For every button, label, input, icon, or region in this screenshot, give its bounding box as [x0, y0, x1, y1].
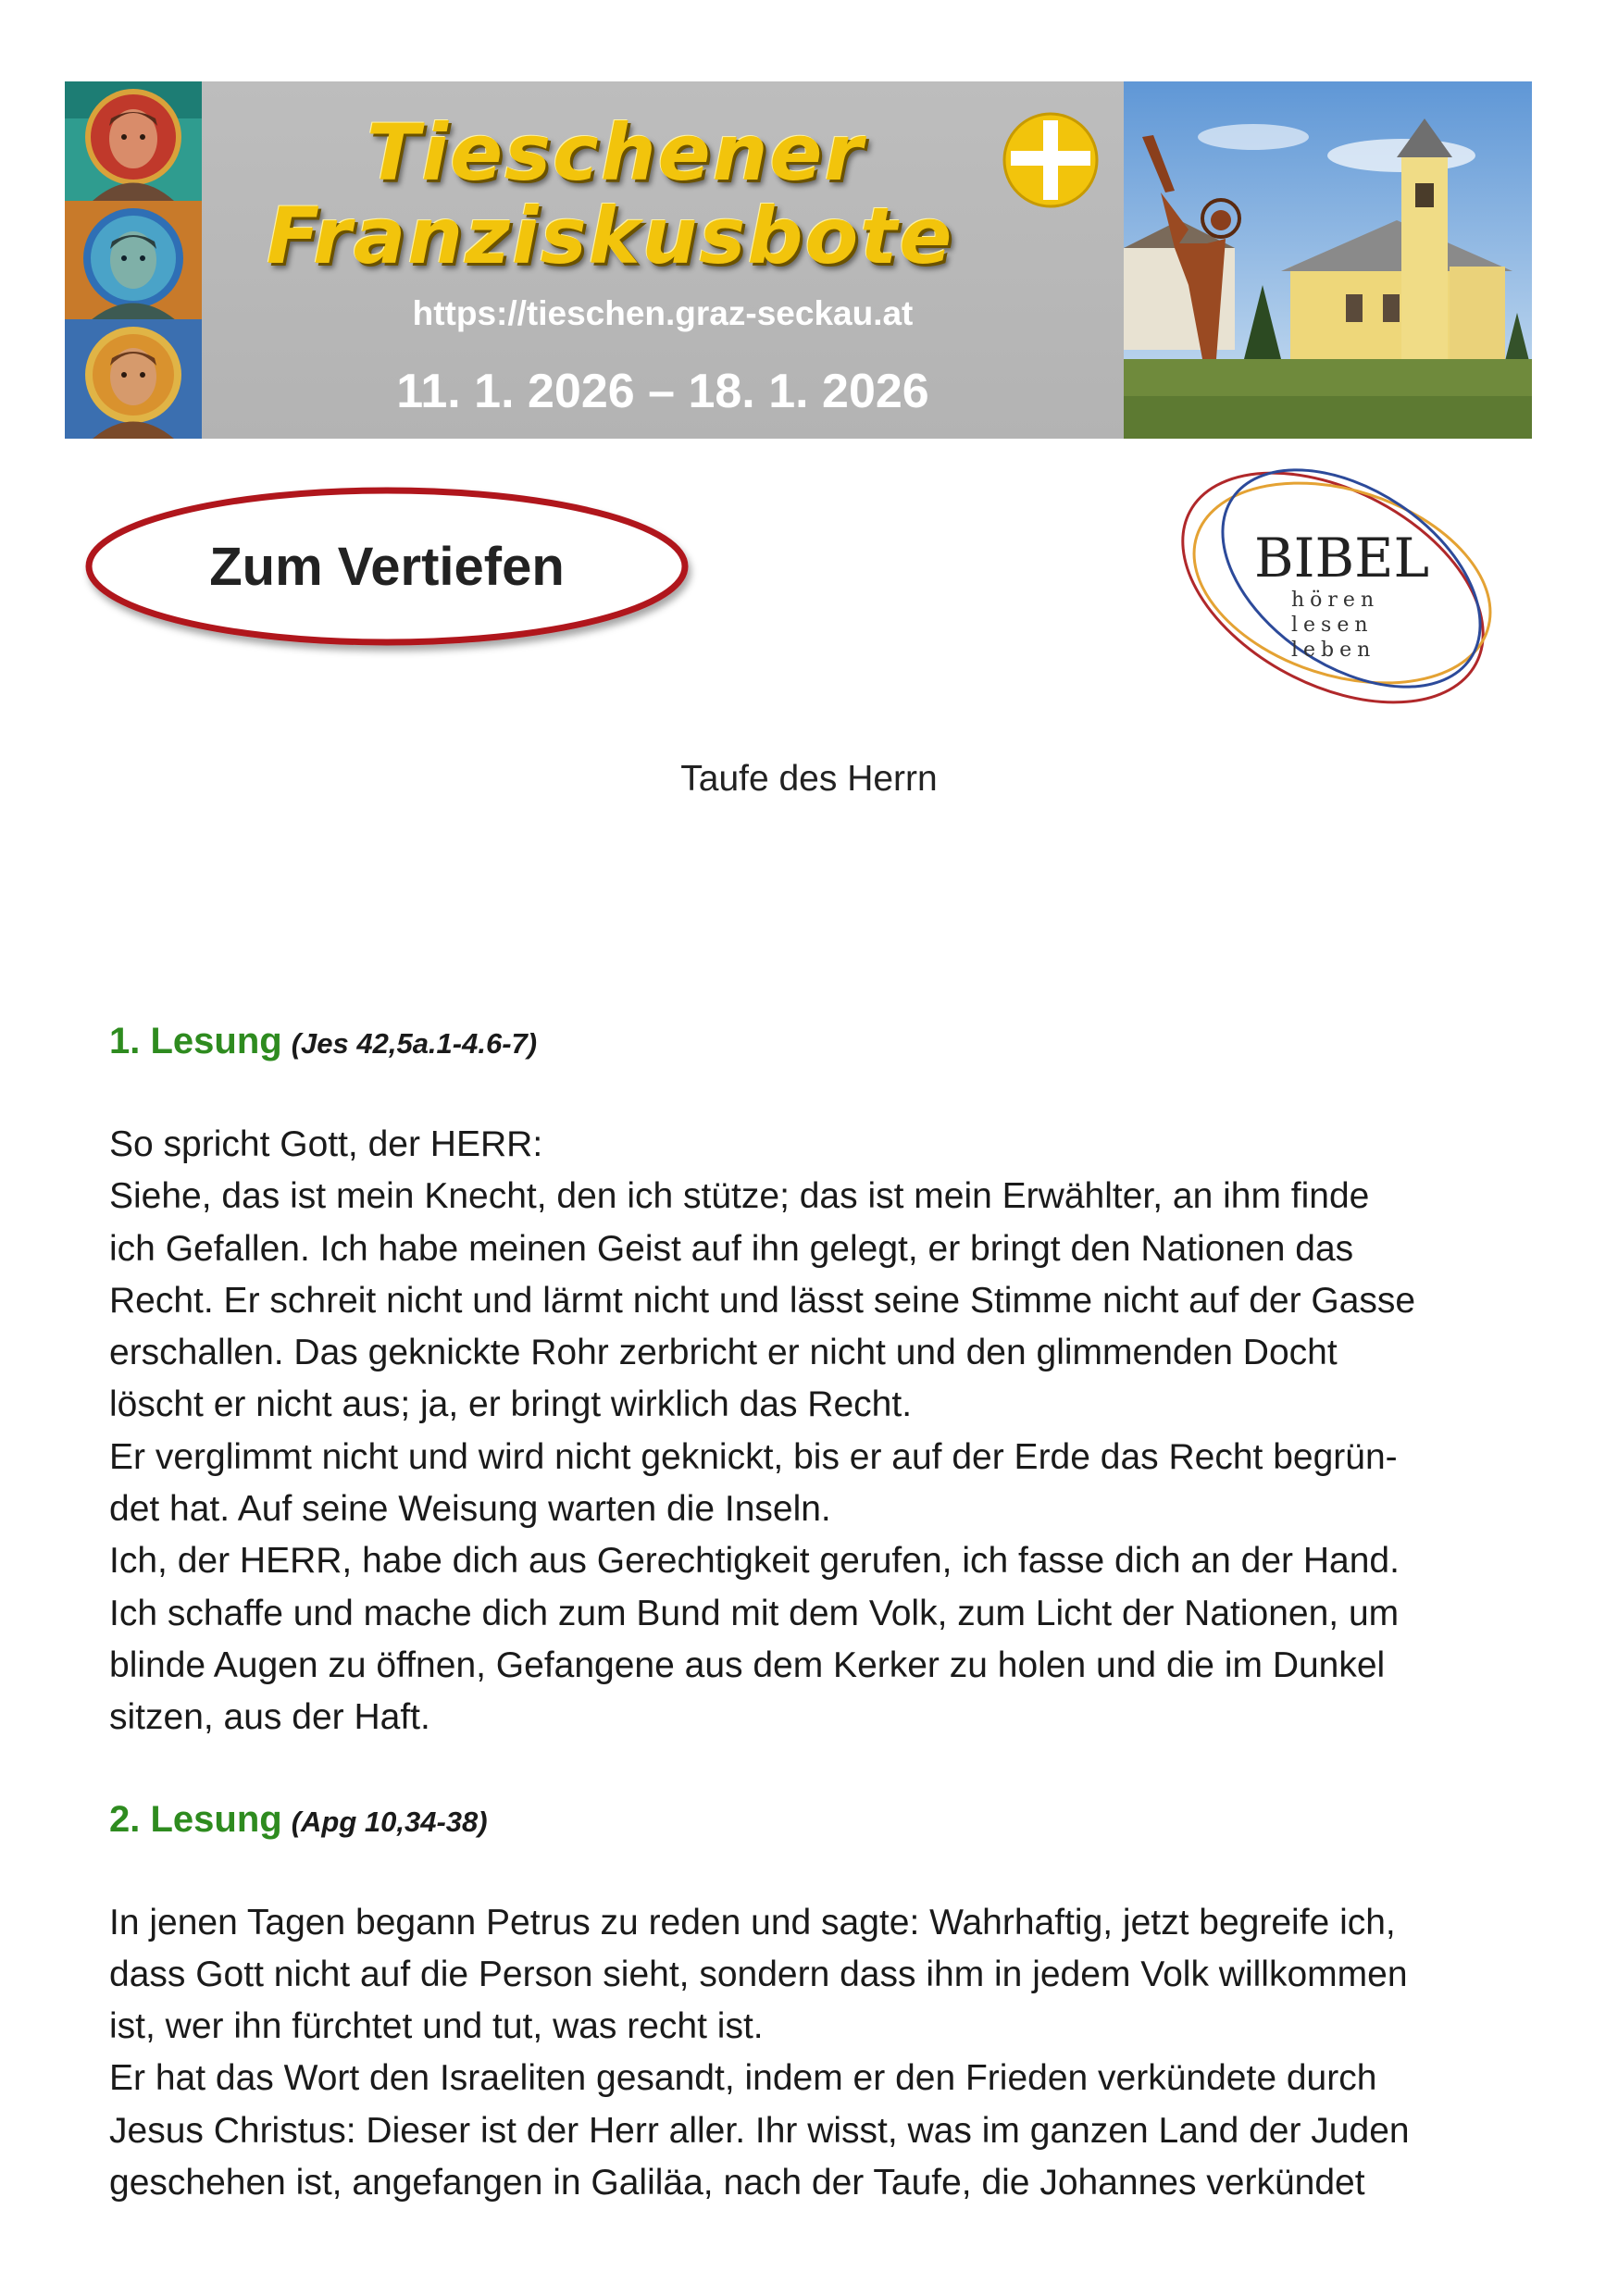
text-line: löscht er nicht aus; ja, er bringt wirklich das Recht. — [109, 1384, 913, 1425]
text-line: det hat. Auf seine Weisung warten die Inseln. — [109, 1489, 831, 1530]
church-photo — [1124, 81, 1532, 439]
text-line: ich Gefallen. Ich habe meinen Geist auf ihn gelegt, er bringt den Nationen das — [109, 1228, 1354, 1269]
text-line: Er hat das Wort den Israeliten gesandt, indem er den Frieden verkündete durch — [109, 2058, 1377, 2099]
text-line: In jenen Tagen begann Petrus zu reden und sagte: Wahrhaftig, jetzt begreife ich, — [109, 1902, 1396, 1942]
bibel-title: BIBEL — [1254, 527, 1430, 590]
banner-title-line-2: Franziskusbote — [267, 191, 954, 281]
bibel-logo — [1162, 458, 1513, 726]
reading-1-heading-label: 1. Lesung — [109, 1021, 282, 1061]
reading-1-reference: (Jes 42,5a.1-4.6-7) — [291, 1027, 538, 1060]
text-line: erschallen. Das geknickte Rohr zerbricht er nicht und den glimmenden Docht — [109, 1333, 1338, 1373]
date-range: 11. 1. 2026 – 18. 1. 2026 — [396, 365, 929, 418]
reading-1-heading — [109, 1018, 1535, 1067]
text-line: Er verglimmt nicht und wird nicht geknickt, bis er auf der Erde das Recht begrün- — [109, 1436, 1398, 1477]
text-line: So spricht Gott, der HERR: — [109, 1124, 543, 1164]
bibel-line-2: lesen — [1291, 614, 1374, 637]
saint-portraits — [65, 81, 202, 439]
zum-vertiefen-badge — [81, 481, 702, 659]
cross-circle-icon — [1000, 109, 1101, 211]
saint-portrait-3 — [65, 319, 202, 439]
saint-portrait-1 — [65, 81, 202, 201]
text-line: blinde Augen zu öffnen, Gefangene aus dem Kerker zu holen und die im Dunkel — [109, 1644, 1386, 1685]
reading-2-heading — [109, 1796, 1535, 1845]
header-banner — [65, 81, 1532, 439]
text-line: geschehen ist, angefangen in Galiläa, nach der Taufe, die Johannes verkündet — [109, 2163, 1365, 2203]
reading-1-text — [109, 1119, 1535, 1744]
bibel-line-3: leben — [1291, 639, 1376, 662]
saint-portrait-2 — [65, 201, 202, 320]
text-line: Recht. Er schreit nicht und lärmt nicht und lässt seine Stimme nicht auf der Gasse — [109, 1280, 1416, 1321]
reading-2-reference: (Apg 10,34-38) — [291, 1805, 488, 1838]
text-line: dass Gott nicht auf die Person sieht, sondern dass ihm in jedem Volk willkommen — [109, 1954, 1408, 1994]
text-line: Siehe, das ist mein Knecht, den ich stütze; das ist mein Erwählter, an ihm finde — [109, 1176, 1370, 1217]
text-line: ist, wer ihn fürchtet und tut, was recht ist. — [109, 2006, 764, 2047]
text-line: sitzen, aus der Haft. — [109, 1697, 430, 1738]
reading-2-text — [109, 1897, 1535, 2210]
page-subtitle: Taufe des Herrn — [680, 759, 938, 799]
banner-title-panel — [202, 81, 1124, 439]
banner-title-line-1: Tieschener — [367, 107, 865, 198]
text-line: Jesus Christus: Dieser ist der Herr aller. Ihr wisst, was im ganzen Land der Juden — [109, 2110, 1410, 2151]
badge-label: Zum Vertiefen — [209, 537, 565, 597]
text-line: Ich schaffe und mache dich zum Bund mit dem Volk, zum Licht der Nationen, um — [109, 1593, 1400, 1633]
website-url[interactable]: https://tieschen.graz-seckau.at — [412, 294, 914, 332]
text-line: Ich, der HERR, habe dich aus Gerechtigkeit gerufen, ich fasse dich an der Hand. — [109, 1541, 1400, 1582]
reading-2-heading-label: 2. Lesung — [109, 1798, 282, 1840]
bibel-line-1: hören — [1291, 589, 1380, 612]
readings-content — [109, 1018, 1535, 2209]
